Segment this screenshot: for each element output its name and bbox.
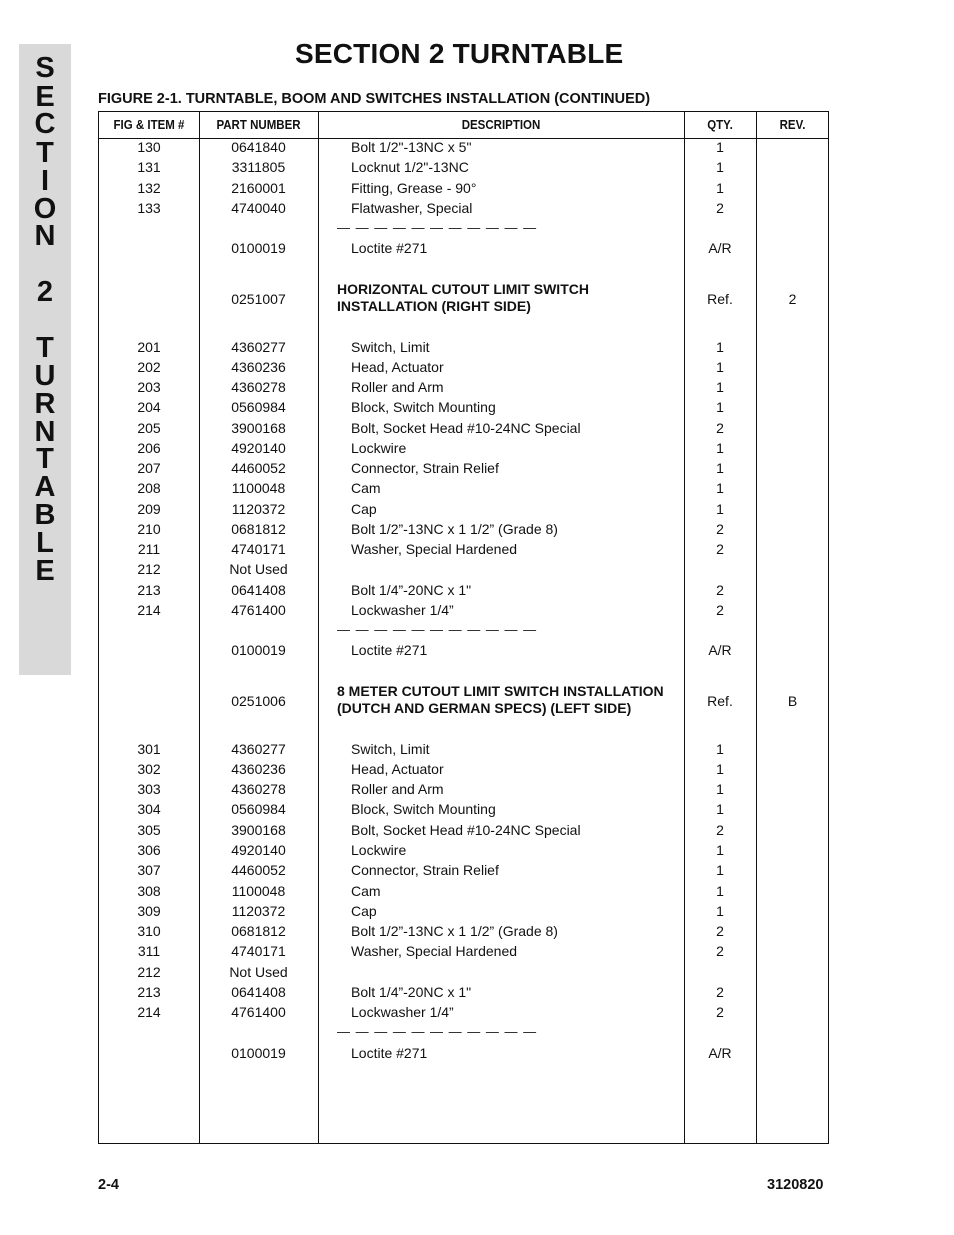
item-number-cell: 207 — [137, 460, 161, 476]
side-tab-letter: A — [34, 471, 56, 503]
part-number-cell: 4740040 — [231, 200, 286, 216]
side-tab-letter: 2 — [36, 276, 54, 308]
subassembly-title — [337, 683, 664, 717]
side-tab-letter: T — [36, 332, 54, 364]
side-tab-letter: U — [34, 360, 56, 392]
item-number-cell: 132 — [137, 180, 161, 196]
table-row — [99, 478, 830, 498]
side-tab-letter: B — [34, 499, 56, 531]
section-side-tab — [19, 44, 71, 675]
qty-cell: 1 — [716, 883, 724, 899]
qty-cell: 2 — [716, 943, 724, 959]
item-number-cell: 130 — [137, 139, 161, 155]
table-row — [99, 397, 830, 417]
table-row — [99, 962, 830, 982]
header-rev: REV. — [779, 118, 806, 132]
qty-cell: 1 — [716, 903, 724, 919]
item-number-cell: 203 — [137, 379, 161, 395]
part-number-cell: 1100048 — [231, 883, 286, 899]
separator-dashes: — — — — — — — — — — — — [337, 220, 538, 235]
table-row — [99, 941, 830, 961]
figure-caption: FIGURE 2-1. TURNTABLE, BOOM AND SWITCHES INSTALLATION (CONTINUED) — [98, 91, 651, 107]
part-number-cell: 1120372 — [231, 501, 286, 517]
qty-cell: Ref. — [707, 693, 733, 709]
qty-cell: 2 — [716, 602, 724, 618]
table-row — [99, 1043, 830, 1063]
item-number-cell: 213 — [137, 984, 161, 1000]
parts-table — [98, 111, 829, 1144]
side-tab-letter: O — [33, 193, 57, 225]
item-number-cell: 210 — [137, 521, 161, 537]
qty-cell: 1 — [716, 180, 724, 196]
part-number-cell: 4920140 — [231, 440, 286, 456]
description-cell: Washer, Special Hardened — [351, 943, 518, 959]
part-number-cell: 2160001 — [231, 180, 286, 196]
qty-cell: 2 — [716, 923, 724, 939]
item-number-cell: 201 — [137, 339, 161, 355]
rev-cell: 2 — [788, 291, 797, 307]
rev-cell: B — [787, 693, 798, 709]
page-title: SECTION 2 TURNTABLE — [295, 38, 624, 69]
item-number-cell: 209 — [137, 501, 161, 517]
part-number-cell: 0681812 — [231, 923, 286, 939]
qty-cell: 1 — [716, 359, 724, 375]
separator-row — [99, 218, 830, 238]
qty-cell: 1 — [716, 781, 724, 797]
side-tab-letter: L — [36, 527, 54, 559]
description-cell: Cap — [351, 501, 377, 517]
separator-row — [99, 620, 830, 640]
part-number-cell: 4460052 — [231, 460, 286, 476]
item-number-cell: 305 — [137, 822, 161, 838]
item-number-cell: 308 — [137, 883, 161, 899]
subassembly-title-line: INSTALLATION (RIGHT SIDE) — [337, 298, 531, 314]
description-cell: Washer, Special Hardened — [351, 541, 518, 557]
qty-cell: 1 — [716, 440, 724, 456]
qty-cell: 1 — [716, 399, 724, 415]
item-number-cell: 133 — [137, 200, 161, 216]
table-row — [99, 238, 830, 258]
separator-dashes: — — — — — — — — — — — — [337, 1024, 538, 1039]
table-row — [99, 539, 830, 559]
description-cell: Lockwasher 1/4” — [351, 602, 454, 618]
part-number-cell: 3311805 — [231, 159, 286, 175]
qty-cell: 1 — [716, 480, 724, 496]
table-row — [99, 337, 830, 357]
side-tab-letter: T — [36, 443, 54, 475]
table-row — [99, 198, 830, 218]
qty-cell: 1 — [716, 460, 724, 476]
qty-cell: 2 — [716, 1004, 724, 1020]
table-row — [99, 799, 830, 819]
table-row — [99, 860, 830, 880]
part-number-cell: 1120372 — [231, 903, 286, 919]
qty-cell: 2 — [716, 521, 724, 537]
subassembly-title-line: 8 METER CUTOUT LIMIT SWITCH INSTALLATION — [337, 683, 664, 699]
table-row — [99, 178, 830, 198]
item-number-cell: 306 — [137, 842, 161, 858]
qty-cell: 2 — [716, 582, 724, 598]
qty-cell: Ref. — [707, 291, 733, 307]
part-number-cell: 0641840 — [231, 139, 286, 155]
table-row — [99, 982, 830, 1002]
table-row — [99, 600, 830, 620]
qty-cell: 2 — [716, 984, 724, 1000]
description-cell: Connector, Strain Relief — [351, 862, 499, 878]
item-number-cell: 208 — [137, 480, 161, 496]
description-cell: Switch, Limit — [351, 339, 430, 355]
description-cell: Lockwire — [351, 440, 407, 456]
item-number-cell: 212 — [137, 561, 161, 577]
part-number-cell: 0100019 — [231, 642, 286, 658]
side-tab-letter: T — [36, 137, 54, 169]
side-tab-letter: E — [35, 555, 55, 587]
header-part-number: PART NUMBER — [216, 118, 301, 132]
description-cell: Cap — [351, 903, 377, 919]
header-description: DESCRIPTION — [461, 118, 541, 132]
part-number-cell: 0251007 — [231, 291, 286, 307]
description-cell: Block, Switch Mounting — [351, 801, 496, 817]
qty-cell: 1 — [716, 801, 724, 817]
table-row — [99, 137, 830, 157]
document-number: 3120820 — [767, 1177, 824, 1193]
table-row — [99, 157, 830, 177]
page-number: 2-4 — [98, 1177, 119, 1193]
qty-cell: 1 — [716, 842, 724, 858]
part-number-cell: 4360278 — [231, 781, 286, 797]
item-number-cell: 301 — [137, 741, 161, 757]
table-row — [99, 519, 830, 539]
qty-cell: 2 — [716, 822, 724, 838]
description-cell: Locknut 1/2"-13NC — [351, 159, 469, 175]
part-number-cell: 0560984 — [231, 399, 286, 415]
qty-cell: A/R — [708, 642, 732, 658]
qty-cell: 1 — [716, 862, 724, 878]
table-row — [99, 438, 830, 458]
table-row — [99, 840, 830, 860]
item-number-cell: 303 — [137, 781, 161, 797]
side-tab-letter: S — [35, 52, 55, 84]
part-number-cell: 0641408 — [231, 582, 286, 598]
table-row — [99, 580, 830, 600]
qty-cell: 1 — [716, 159, 724, 175]
table-row — [99, 499, 830, 519]
subassembly-row — [99, 279, 830, 319]
description-cell: Bolt 1/4”-20NC x 1" — [351, 582, 472, 598]
item-number-cell: 205 — [137, 420, 161, 436]
table-row — [99, 901, 830, 921]
qty-cell: 1 — [716, 741, 724, 757]
qty-cell: 1 — [716, 139, 724, 155]
description-cell: Connector, Strain Relief — [351, 460, 499, 476]
part-number-cell: 1100048 — [231, 480, 286, 496]
description-cell: Loctite #271 — [351, 240, 428, 256]
qty-cell: 1 — [716, 379, 724, 395]
description-cell: Lockwire — [351, 842, 407, 858]
table-row — [99, 1002, 830, 1022]
table-row — [99, 377, 830, 397]
table-row — [99, 458, 830, 478]
item-number-cell: 206 — [137, 440, 161, 456]
part-number-cell: 4740171 — [231, 943, 286, 959]
subassembly-title — [337, 281, 589, 315]
table-row — [99, 759, 830, 779]
part-number-cell: 4460052 — [231, 862, 286, 878]
item-number-cell: 204 — [137, 399, 161, 415]
qty-cell: 1 — [716, 761, 724, 777]
separator-dashes: — — — — — — — — — — — — [337, 622, 538, 637]
description-cell: Roller and Arm — [351, 781, 444, 797]
table-row — [99, 357, 830, 377]
qty-cell: A/R — [708, 240, 732, 256]
part-number-cell: 4360236 — [231, 761, 286, 777]
description-cell: Switch, Limit — [351, 741, 430, 757]
part-number-cell: Not Used — [229, 561, 288, 577]
item-number-cell: 211 — [137, 541, 161, 557]
part-number-cell: 4360277 — [231, 339, 286, 355]
side-tab-letter: C — [34, 108, 56, 140]
part-number-cell: 4360277 — [231, 741, 286, 757]
description-cell: Block, Switch Mounting — [351, 399, 496, 415]
description-cell: Head, Actuator — [351, 761, 444, 777]
table-row — [99, 640, 830, 660]
description-cell: Lockwasher 1/4” — [351, 1004, 454, 1020]
item-number-cell: 131 — [137, 159, 161, 175]
qty-cell: 2 — [716, 420, 724, 436]
qty-cell: 1 — [716, 501, 724, 517]
part-number-cell: 0681812 — [231, 521, 286, 537]
part-number-cell: 0100019 — [231, 240, 286, 256]
part-number-cell: 0251006 — [231, 693, 286, 709]
description-cell: Loctite #271 — [351, 642, 428, 658]
item-number-cell: 311 — [137, 943, 161, 959]
description-cell: Bolt, Socket Head #10-24NC Special — [351, 822, 581, 838]
item-number-cell: 309 — [137, 903, 161, 919]
table-row — [99, 739, 830, 759]
table-row — [99, 820, 830, 840]
item-number-cell: 212 — [137, 964, 161, 980]
side-tab-letter: R — [34, 388, 56, 420]
description-cell: Fitting, Grease - 90° — [351, 180, 477, 196]
description-cell: Bolt, Socket Head #10-24NC Special — [351, 420, 581, 436]
description-cell: Cam — [351, 480, 381, 496]
table-row — [99, 559, 830, 579]
description-cell: Cam — [351, 883, 381, 899]
qty-cell: 2 — [716, 200, 724, 216]
part-number-cell: 0100019 — [231, 1045, 286, 1061]
item-number-cell: 214 — [137, 602, 161, 618]
header-item: FIG & ITEM # — [113, 118, 185, 132]
item-number-cell: 307 — [137, 862, 161, 878]
part-number-cell: Not Used — [229, 964, 288, 980]
item-number-cell: 214 — [137, 1004, 161, 1020]
side-tab-letter: E — [35, 81, 55, 113]
part-number-cell: 4360278 — [231, 379, 286, 395]
part-number-cell: 4761400 — [231, 1004, 286, 1020]
table-row — [99, 921, 830, 941]
subassembly-title-line: (DUTCH AND GERMAN SPECS) (LEFT SIDE) — [337, 700, 632, 716]
description-cell: Flatwasher, Special — [351, 200, 473, 216]
part-number-cell: 0641408 — [231, 984, 286, 1000]
part-number-cell: 0560984 — [231, 801, 286, 817]
description-cell: Bolt 1/2”-13NC x 1 1/2” (Grade 8) — [351, 923, 558, 939]
qty-cell: 1 — [716, 339, 724, 355]
subassembly-title-line: HORIZONTAL CUTOUT LIMIT SWITCH — [337, 281, 589, 297]
item-number-cell: 310 — [137, 923, 161, 939]
side-tab-letter: I — [40, 165, 50, 197]
part-number-cell: 4360236 — [231, 359, 286, 375]
description-cell: Roller and Arm — [351, 379, 444, 395]
description-cell: Bolt 1/2”-13NC x 1 1/2” (Grade 8) — [351, 521, 558, 537]
table-row — [99, 779, 830, 799]
table-row — [99, 881, 830, 901]
description-cell: Bolt 1/4”-20NC x 1" — [351, 984, 472, 1000]
part-number-cell: 4761400 — [231, 602, 286, 618]
part-number-cell: 3900168 — [231, 420, 286, 436]
side-tab-letter: N — [34, 416, 56, 448]
qty-cell: A/R — [708, 1045, 732, 1061]
item-number-cell: 304 — [137, 801, 161, 817]
separator-row — [99, 1022, 830, 1042]
description-cell: Bolt 1/2"-13NC x 5" — [351, 139, 472, 155]
item-number-cell: 202 — [137, 359, 161, 375]
subassembly-row — [99, 681, 830, 721]
part-number-cell: 3900168 — [231, 822, 286, 838]
description-cell: Loctite #271 — [351, 1045, 428, 1061]
table-row — [99, 418, 830, 438]
part-number-cell: 4740171 — [231, 541, 286, 557]
part-number-cell: 4920140 — [231, 842, 286, 858]
header-qty: QTY. — [707, 118, 733, 132]
description-cell: Head, Actuator — [351, 359, 444, 375]
item-number-cell: 213 — [137, 582, 161, 598]
side-tab-letter: N — [34, 220, 56, 252]
qty-cell: 2 — [716, 541, 724, 557]
item-number-cell: 302 — [137, 761, 161, 777]
